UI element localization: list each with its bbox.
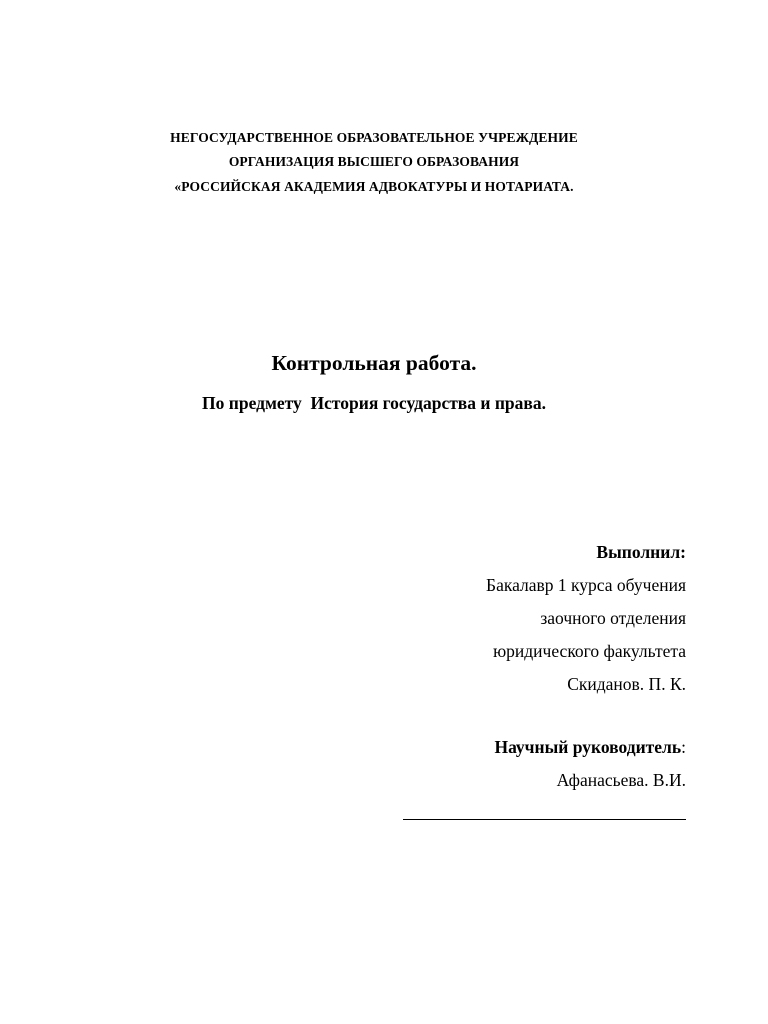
author-course: Бакалавр 1 курса обучения [486,575,686,595]
supervisor-name: Афанасьева. В.И. [556,770,686,790]
institution-line-2: ОРГАНИЗАЦИЯ ВЫСШЕГО ОБРАЗОВАНИЯ [228,154,520,169]
author-label: Выполнил: [596,542,686,562]
author-faculty: юридического факультета [493,641,686,661]
supervisor-label: Научный руководитель [494,737,682,757]
institution-line-3: «РОССИЙСКАЯ АКАДЕМИЯ АДВОКАТУРЫ И НОТАРИАТА. [174,179,574,194]
document-title: Контрольная работа. [271,351,477,375]
supervisor-colon: : [681,737,686,757]
subject-line: По предмету История государства и права. [202,393,546,413]
signature-line [403,819,686,820]
author-name: Скиданов. П. К. [567,674,686,694]
supervisor-label-row [494,737,686,758]
author-department: заочного отделения [540,608,686,628]
institution-line-1: НЕГОСУДАРСТВЕННОЕ ОБРАЗОВАТЕЛЬНОЕ УЧРЕЖДЕНИЕ [170,130,578,145]
